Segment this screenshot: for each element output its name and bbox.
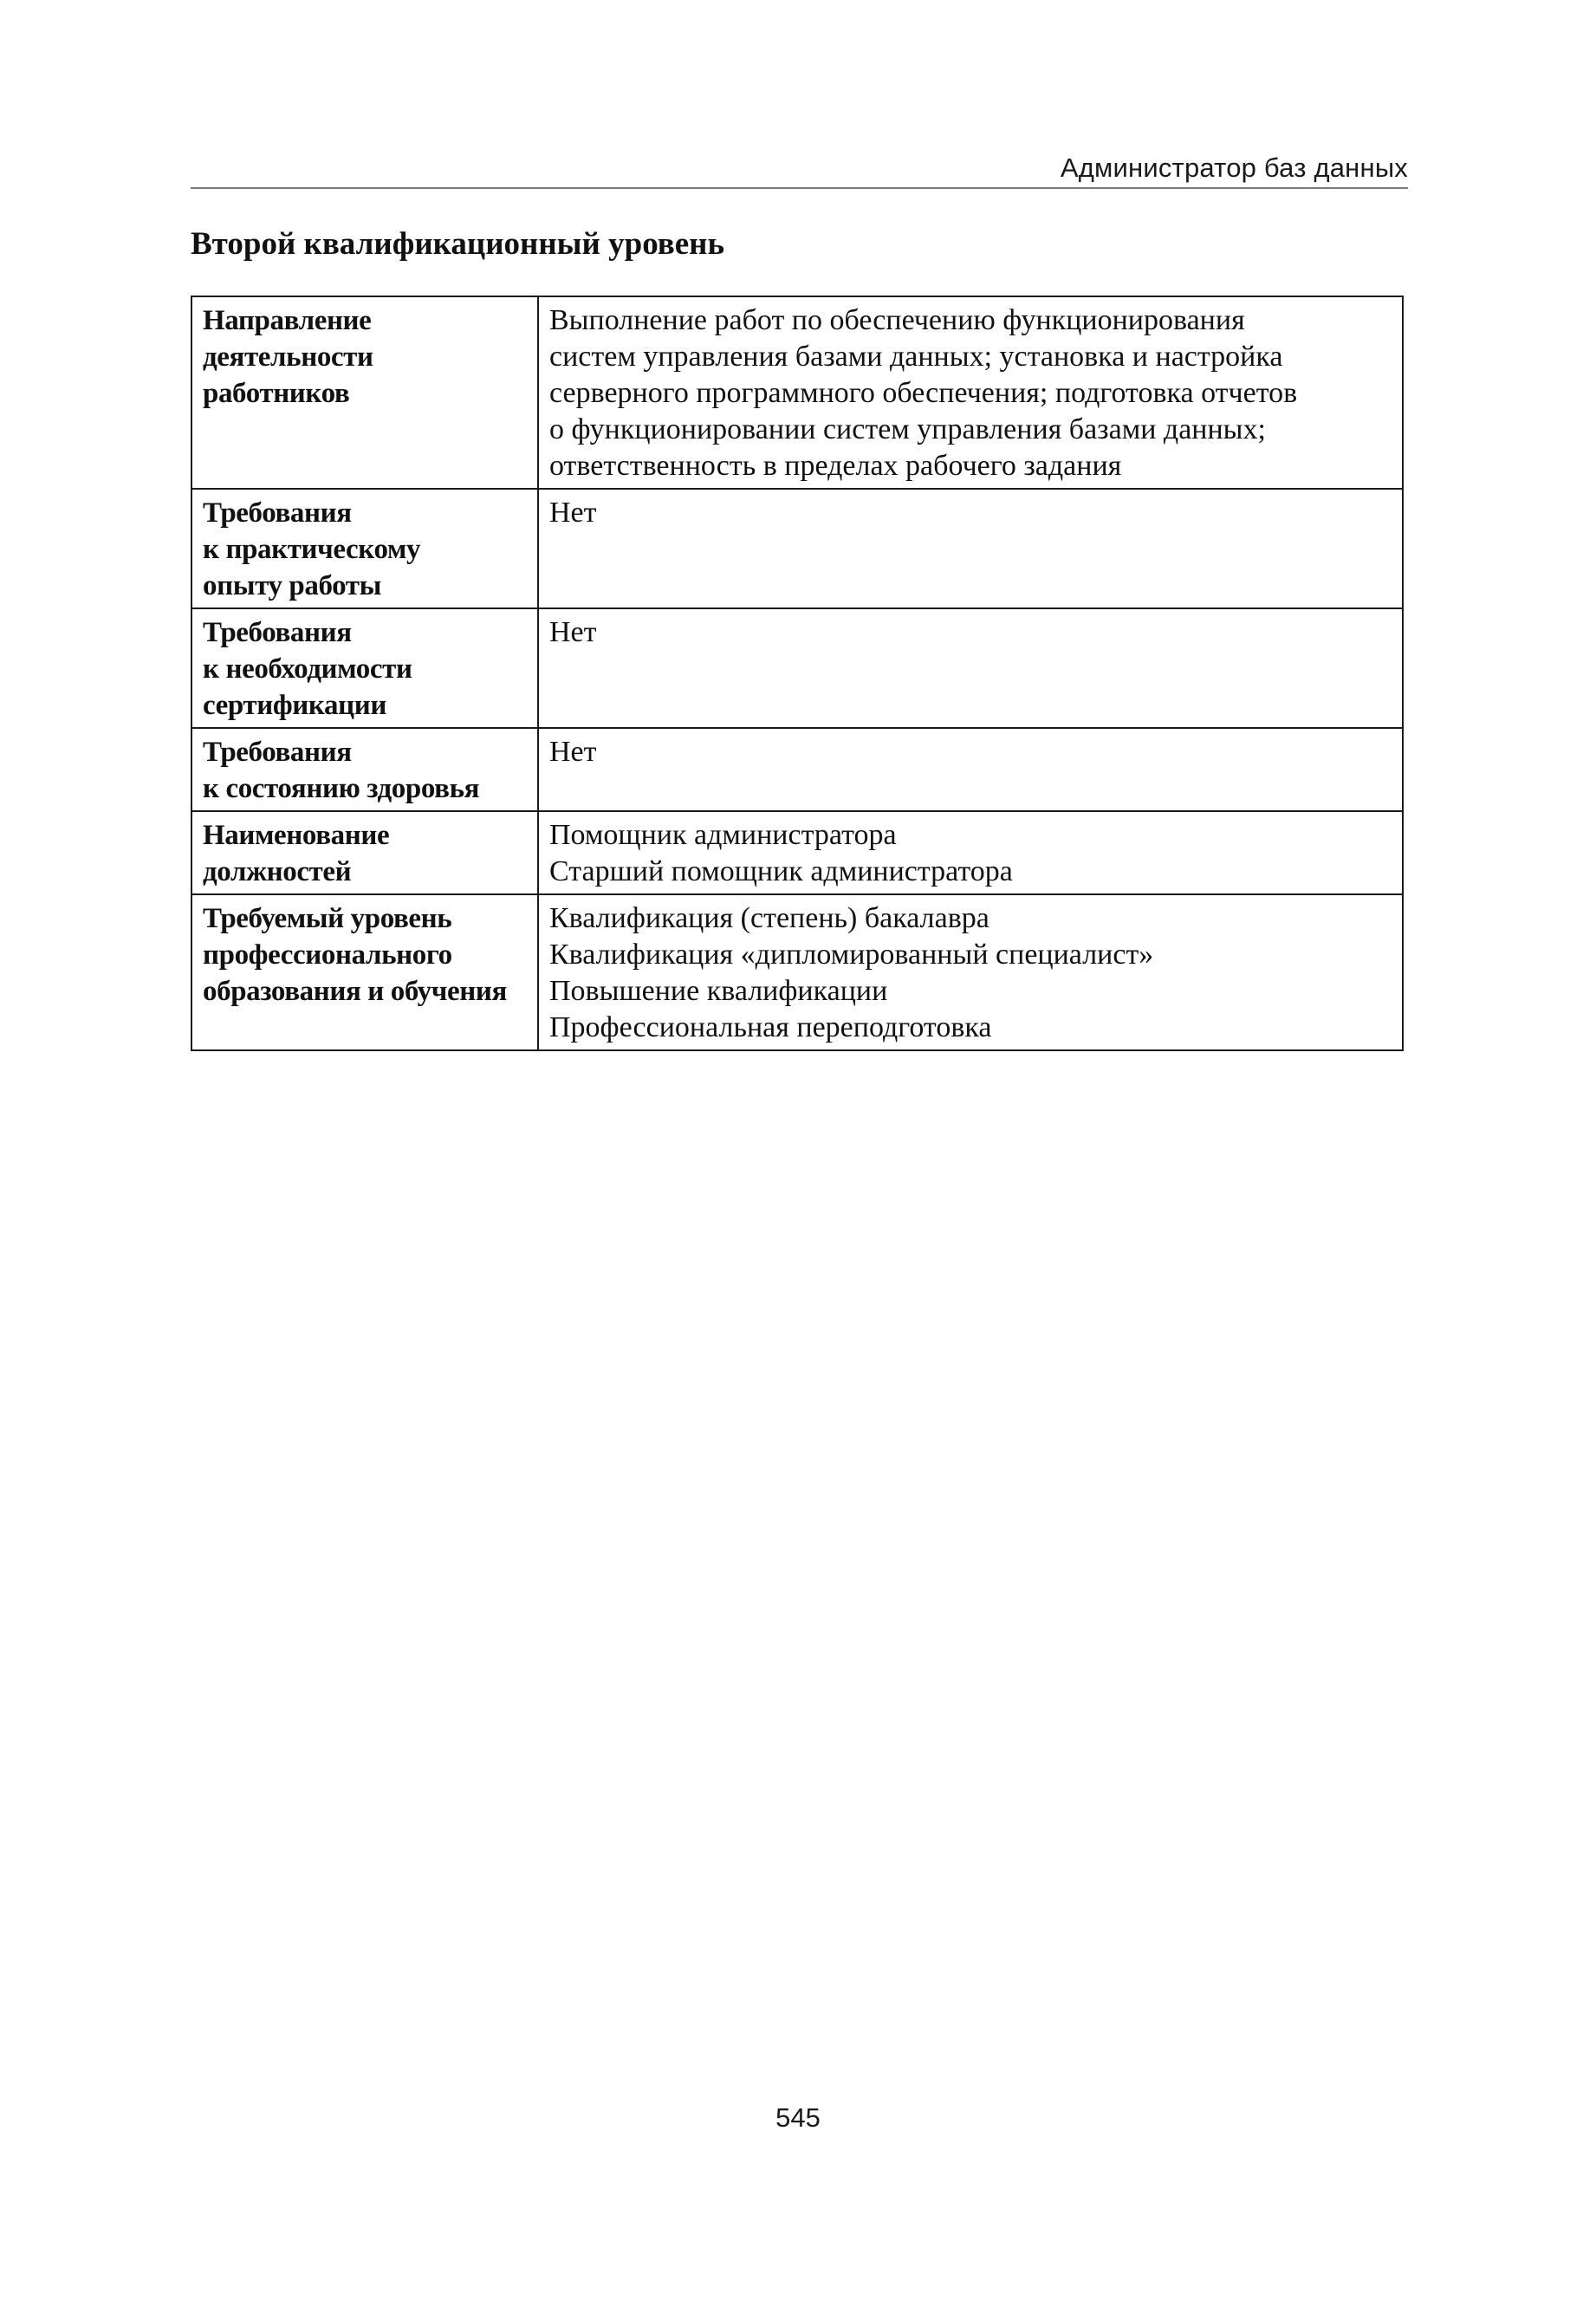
- row-label: Требуемый уровень профессионального образования и обучения: [191, 894, 538, 1050]
- row-value: Выполнение работ по обеспечению функционирования систем управления базами данных; установка и настройка серверного программного обеспечения; подготовка отчетов о функционировании систем управления базами данных; ответственность в пределах рабочего задания: [538, 296, 1403, 489]
- row-value: Нет: [538, 608, 1403, 728]
- row-label: Требования к состоянию здоровья: [191, 728, 538, 811]
- table-row: [191, 728, 1403, 811]
- table-row: [191, 489, 1403, 608]
- table-row: [191, 811, 1403, 894]
- row-label: Требования к практическому опыту работы: [191, 489, 538, 608]
- row-value: Нет: [538, 728, 1403, 811]
- row-label: Требования к необходимости сертификации: [191, 608, 538, 728]
- table-row: [191, 608, 1403, 728]
- qualification-table: [191, 296, 1404, 1051]
- row-value: Нет: [538, 489, 1403, 608]
- table-row: [191, 894, 1403, 1050]
- row-value: Квалификация (степень) бакалавра Квалификация «дипломированный специалист» Повышение квалификации Профессиональная переподготовка: [538, 894, 1403, 1050]
- page-number: 545: [775, 2102, 821, 2133]
- section-title: Второй квалификационный уровень: [191, 226, 725, 262]
- header-divider: [191, 187, 1408, 189]
- running-header: Администратор баз данных: [1060, 153, 1408, 183]
- row-value: Помощник администратора Старший помощник администратора: [538, 811, 1403, 894]
- table-row: [191, 296, 1403, 489]
- row-label: Наименование должностей: [191, 811, 538, 894]
- row-label: Направление деятельности работников: [191, 296, 538, 489]
